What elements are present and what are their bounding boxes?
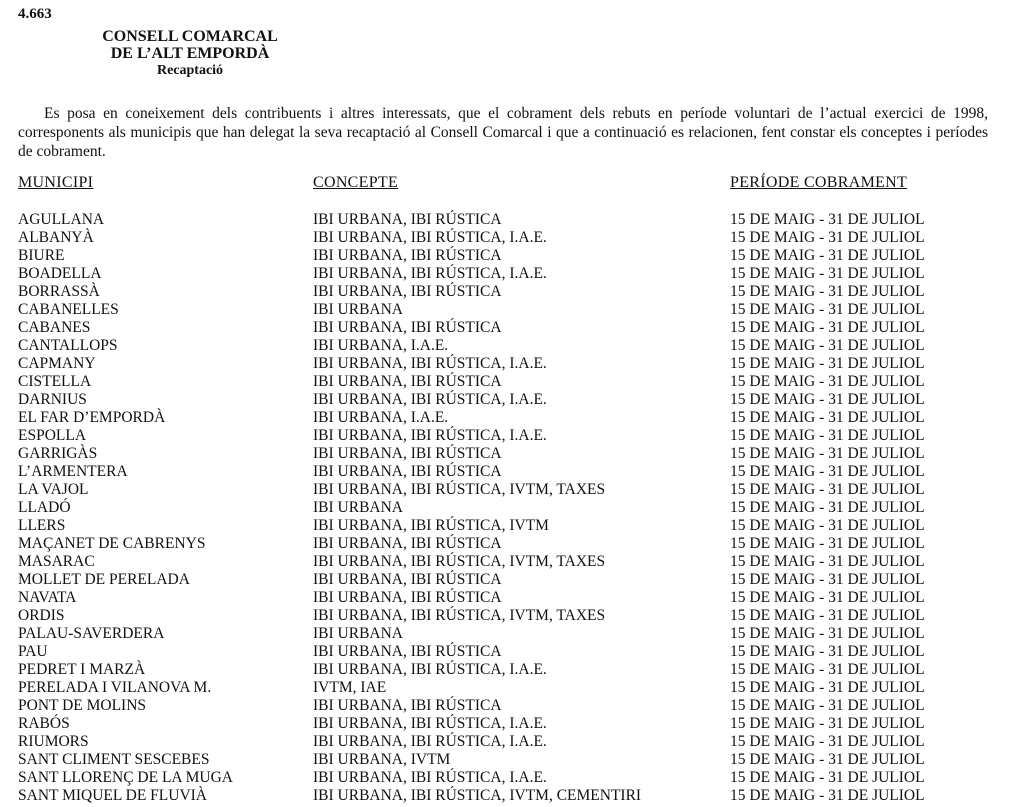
municipality-cell: CABANES: [18, 319, 91, 336]
concept-cell: IBI URBANA, I.A.E.: [313, 337, 449, 354]
table-row: [0, 499, 1024, 517]
concept-cell: IBI URBANA: [313, 499, 403, 516]
concept-cell: IBI URBANA, IBI RÚSTICA, IVTM, CEMENTIRI: [313, 787, 642, 804]
table-row: [0, 445, 1024, 463]
period-cell: 15 DE MAIG - 31 DE JULIOL: [730, 499, 925, 516]
period-cell: 15 DE MAIG - 31 DE JULIOL: [730, 391, 925, 408]
municipality-cell: L’ARMENTERA: [18, 463, 128, 480]
municipality-cell: MAÇANET DE CABRENYS: [18, 535, 206, 552]
period-cell: 15 DE MAIG - 31 DE JULIOL: [730, 643, 925, 660]
concept-cell: IBI URBANA, IBI RÚSTICA: [313, 571, 502, 588]
municipality-cell: SANT MIQUEL DE FLUVIÀ: [18, 787, 208, 804]
concept-cell: IBI URBANA, IBI RÚSTICA: [313, 247, 502, 264]
municipality-cell: PALAU-SAVERDERA: [18, 625, 165, 642]
period-cell: 15 DE MAIG - 31 DE JULIOL: [730, 463, 925, 480]
municipality-cell: ALBANYÀ: [18, 229, 94, 246]
concept-cell: IBI URBANA, IBI RÚSTICA: [313, 589, 502, 606]
period-cell: 15 DE MAIG - 31 DE JULIOL: [730, 355, 925, 372]
municipality-cell: LLADÓ: [18, 499, 71, 516]
period-cell: 15 DE MAIG - 31 DE JULIOL: [730, 229, 925, 246]
concept-cell: IBI URBANA, IBI RÚSTICA: [313, 697, 502, 714]
period-cell: 15 DE MAIG - 31 DE JULIOL: [730, 751, 925, 768]
table-row: [0, 247, 1024, 265]
municipality-cell: EL FAR D’EMPORDÀ: [18, 409, 166, 426]
municipality-cell: ESPOLLA: [18, 427, 87, 444]
table-row: [0, 733, 1024, 751]
concept-cell: IBI URBANA, IBI RÚSTICA: [313, 211, 502, 228]
table-row: [0, 697, 1024, 715]
table-row: [0, 751, 1024, 769]
table-row: [0, 661, 1024, 679]
period-cell: 15 DE MAIG - 31 DE JULIOL: [730, 409, 925, 426]
concept-cell: IBI URBANA, IBI RÚSTICA, IVTM: [313, 517, 549, 534]
period-cell: 15 DE MAIG - 31 DE JULIOL: [730, 535, 925, 552]
period-cell: 15 DE MAIG - 31 DE JULIOL: [730, 445, 925, 462]
municipality-cell: RABÓS: [18, 715, 70, 732]
concept-cell: IBI URBANA, IBI RÚSTICA: [313, 463, 502, 480]
concept-cell: IBI URBANA, IBI RÚSTICA, I.A.E.: [313, 715, 547, 732]
concept-cell: IBI URBANA, IBI RÚSTICA, IVTM, TAXES: [313, 481, 606, 498]
period-cell: 15 DE MAIG - 31 DE JULIOL: [730, 427, 925, 444]
concept-cell: IBI URBANA, IBI RÚSTICA, IVTM, TAXES: [313, 607, 606, 624]
concept-cell: IBI URBANA, IBI RÚSTICA, I.A.E.: [313, 391, 547, 408]
period-cell: 15 DE MAIG - 31 DE JULIOL: [730, 589, 925, 606]
concept-cell: IBI URBANA, IBI RÚSTICA, IVTM, TAXES: [313, 553, 606, 570]
table-row: [0, 679, 1024, 697]
concept-cell: IBI URBANA, IBI RÚSTICA, I.A.E.: [313, 661, 547, 678]
municipality-cell: NAVATA: [18, 589, 77, 606]
table-row: [0, 643, 1024, 661]
table-row: [0, 625, 1024, 643]
municipality-cell: CABANELLES: [18, 301, 119, 318]
column-header-periode: PERÍODE COBRAMENT: [730, 174, 908, 191]
table-row: [0, 571, 1024, 589]
table-row: [0, 373, 1024, 391]
municipality-cell: SANT CLIMENT SESCEBES: [18, 751, 210, 768]
table-row: [0, 535, 1024, 553]
period-cell: 15 DE MAIG - 31 DE JULIOL: [730, 319, 925, 336]
department-name: Recaptació: [156, 63, 224, 78]
table-row: [0, 715, 1024, 733]
column-header-municipi: MUNICIPI: [18, 174, 94, 191]
period-cell: 15 DE MAIG - 31 DE JULIOL: [730, 571, 925, 588]
table-row: [0, 337, 1024, 355]
municipality-cell: GARRIGÀS: [18, 445, 98, 462]
municipality-cell: CISTELLA: [18, 373, 92, 390]
table-row: [0, 265, 1024, 283]
concept-cell: IBI URBANA, IBI RÚSTICA, I.A.E.: [313, 265, 547, 282]
municipality-cell: CAPMANY: [18, 355, 96, 372]
organization-name-line2: DE L’ALT EMPORDÀ: [110, 45, 270, 62]
concept-cell: IBI URBANA, IBI RÚSTICA, I.A.E.: [313, 355, 547, 372]
municipality-cell: PEDRET I MARZÀ: [18, 661, 146, 678]
municipality-cell: RIUMORS: [18, 733, 89, 750]
organization-name-line1: CONSELL COMARCAL: [102, 28, 278, 45]
municipality-cell: AGULLANA: [18, 211, 105, 228]
concept-cell: IBI URBANA, IBI RÚSTICA, I.A.E.: [313, 229, 547, 246]
period-cell: 15 DE MAIG - 31 DE JULIOL: [730, 553, 925, 570]
municipality-cell: PAU: [18, 643, 48, 660]
municipality-cell: MOLLET DE PERELADA: [18, 571, 190, 588]
municipality-cell: CANTALLOPS: [18, 337, 118, 354]
concept-cell: IBI URBANA, IBI RÚSTICA: [313, 319, 502, 336]
concept-cell: IBI URBANA, IVTM: [313, 751, 451, 768]
period-cell: 15 DE MAIG - 31 DE JULIOL: [730, 517, 925, 534]
table-row: [0, 283, 1024, 301]
period-cell: 15 DE MAIG - 31 DE JULIOL: [730, 301, 925, 318]
table-row: [0, 391, 1024, 409]
municipality-cell: BOADELLA: [18, 265, 102, 282]
period-cell: 15 DE MAIG - 31 DE JULIOL: [730, 265, 925, 282]
concept-cell: IBI URBANA, IBI RÚSTICA, I.A.E.: [313, 733, 547, 750]
concept-cell: IBI URBANA, IBI RÚSTICA: [313, 373, 502, 390]
municipality-cell: BIURE: [18, 247, 65, 264]
municipality-cell: DARNIUS: [18, 391, 87, 408]
concept-cell: IBI URBANA: [313, 301, 403, 318]
concept-cell: IBI URBANA, IBI RÚSTICA: [313, 283, 502, 300]
table-row: [0, 517, 1024, 535]
period-cell: 15 DE MAIG - 31 DE JULIOL: [730, 337, 925, 354]
table-row: [0, 589, 1024, 607]
table-row: [0, 301, 1024, 319]
organization-heading: [60, 28, 320, 79]
municipality-cell: SANT LLORENÇ DE LA MUGA: [18, 769, 233, 786]
table-row: [0, 481, 1024, 499]
period-cell: 15 DE MAIG - 31 DE JULIOL: [730, 715, 925, 732]
table-row: [0, 229, 1024, 247]
document-number: 4.663: [18, 6, 52, 22]
concept-cell: IBI URBANA, IBI RÚSTICA: [313, 445, 502, 462]
period-cell: 15 DE MAIG - 31 DE JULIOL: [730, 481, 925, 498]
table-row: [0, 319, 1024, 337]
table-row: [0, 787, 1024, 805]
period-cell: 15 DE MAIG - 31 DE JULIOL: [730, 679, 925, 696]
concept-cell: IBI URBANA, IBI RÚSTICA: [313, 535, 502, 552]
period-cell: 15 DE MAIG - 31 DE JULIOL: [730, 211, 925, 228]
period-cell: 15 DE MAIG - 31 DE JULIOL: [730, 733, 925, 750]
concept-cell: IBI URBANA, IBI RÚSTICA: [313, 643, 502, 660]
table-row: [0, 355, 1024, 373]
table-row: [0, 769, 1024, 787]
period-cell: 15 DE MAIG - 31 DE JULIOL: [730, 787, 925, 804]
table-row: [0, 607, 1024, 625]
table-row: [0, 211, 1024, 229]
period-cell: 15 DE MAIG - 31 DE JULIOL: [730, 769, 925, 786]
municipality-cell: MASARAC: [18, 553, 95, 570]
concept-cell: IBI URBANA, IBI RÚSTICA, I.A.E.: [313, 769, 547, 786]
municipality-cell: LLERS: [18, 517, 66, 534]
municipality-table: [0, 211, 1024, 805]
concept-cell: IBI URBANA: [313, 625, 403, 642]
period-cell: 15 DE MAIG - 31 DE JULIOL: [730, 625, 925, 642]
concept-cell: IBI URBANA, IBI RÚSTICA, I.A.E.: [313, 427, 547, 444]
intro-paragraph: Es posa en coneixement dels contribuents i altres interessats, que el cobrament dels rebuts en període voluntari de l’actual exercici de 1998, corresponents als municipis que han delegat la seva recaptació al Consell Comarcal i que a continuació es relacionen, fent constar els conceptes i períodes de cobrament.: [18, 105, 988, 160]
table-row: [0, 463, 1024, 481]
concept-cell: IVTM, IAE: [313, 679, 387, 696]
column-header-concepte: CONCEPTE: [313, 174, 399, 191]
municipality-cell: BORRASSÀ: [18, 283, 100, 300]
table-row: [0, 409, 1024, 427]
period-cell: 15 DE MAIG - 31 DE JULIOL: [730, 373, 925, 390]
period-cell: 15 DE MAIG - 31 DE JULIOL: [730, 661, 925, 678]
period-cell: 15 DE MAIG - 31 DE JULIOL: [730, 247, 925, 264]
table-row: [0, 553, 1024, 571]
municipality-cell: LA VAJOL: [18, 481, 89, 498]
municipality-cell: PERELADA I VILANOVA M.: [18, 679, 212, 696]
municipality-cell: ORDIS: [18, 607, 65, 624]
period-cell: 15 DE MAIG - 31 DE JULIOL: [730, 697, 925, 714]
period-cell: 15 DE MAIG - 31 DE JULIOL: [730, 607, 925, 624]
municipality-cell: PONT DE MOLINS: [18, 697, 147, 714]
table-row: [0, 427, 1024, 445]
concept-cell: IBI URBANA, I.A.E.: [313, 409, 449, 426]
period-cell: 15 DE MAIG - 31 DE JULIOL: [730, 283, 925, 300]
